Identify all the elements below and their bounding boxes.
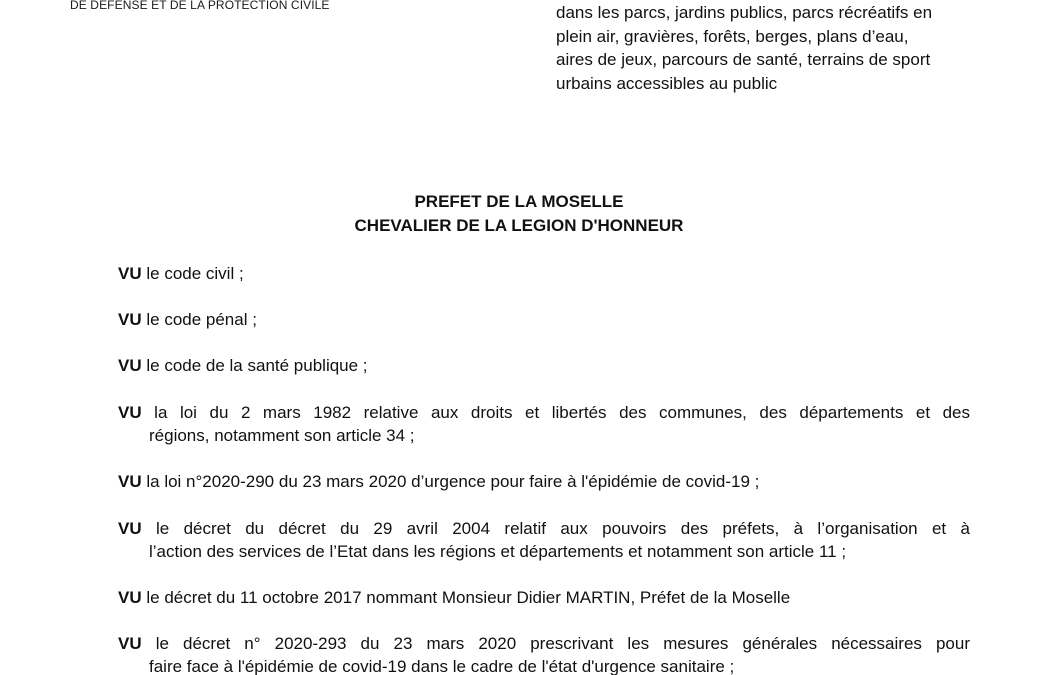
visa-keyword: VU (118, 356, 142, 375)
visa-item (118, 632, 970, 675)
visa-keyword: VU (118, 264, 142, 283)
subject-line: plein air, gravières, forêts, berges, plans d’eau, (556, 26, 909, 46)
visa-keyword: VU (118, 403, 142, 422)
prefect-heading (0, 190, 1038, 238)
service-name: DE DEFENSE ET DE LA PROTECTION CIVILE (70, 0, 330, 12)
visa-item (118, 308, 970, 331)
visa-text: le décret du 11 octobre 2017 nommant Monsieur Didier MARTIN, Préfet de la Moselle (146, 588, 791, 607)
prefect-honour: CHEVALIER DE LA LEGION D'HONNEUR (354, 216, 684, 235)
visa-text: le décret du décret du 29 avril 2004 relatif aux pouvoirs des préfets, à l’organisation et à (156, 519, 970, 538)
visa-text: le code civil ; (146, 264, 244, 283)
prefect-title: PREFET DE LA MOSELLE (414, 192, 624, 211)
decree-subject (556, 1, 1016, 95)
visa-text: le code de la santé publique ; (146, 356, 368, 375)
visa-item (118, 354, 970, 377)
visa-text-continued: régions, notamment son article 34 ; (149, 426, 415, 445)
visa-item (118, 586, 970, 609)
visa-keyword: VU (118, 588, 142, 607)
visa-text-continued: faire face à l'épidémie de covid-19 dans le cadre de l'état d'urgence sanitaire ; (149, 657, 735, 675)
visa-keyword: VU (118, 634, 142, 653)
visa-text-continued: l’action des services de l’Etat dans les régions et départements et notamment son article 11 ; (149, 542, 847, 561)
visa-text: le décret n° 2020-293 du 23 mars 2020 prescrivant les mesures générales nécessaires pour (155, 634, 970, 653)
visa-text: le code pénal ; (146, 310, 257, 329)
visa-keyword: VU (118, 310, 142, 329)
visa-keyword: VU (118, 519, 142, 538)
visa-item (118, 470, 970, 493)
subject-line: urbains accessibles au public (556, 73, 778, 93)
subject-line: aires de jeux, parcours de santé, terrains de sport (556, 50, 931, 69)
visa-text: la loi du 2 mars 1982 relative aux droits et libertés des communes, des départements et des (154, 403, 970, 422)
visa-text: la loi n°2020-290 du 23 mars 2020 d’urgence pour faire à l'épidémie de covid-19 ; (146, 472, 760, 491)
visa-item (118, 401, 970, 447)
subject-line: dans les parcs, jardins publics, parcs récréatifs en (556, 3, 933, 22)
visa-item (118, 517, 970, 563)
visa-keyword: VU (118, 472, 142, 491)
visa-item (118, 262, 970, 285)
